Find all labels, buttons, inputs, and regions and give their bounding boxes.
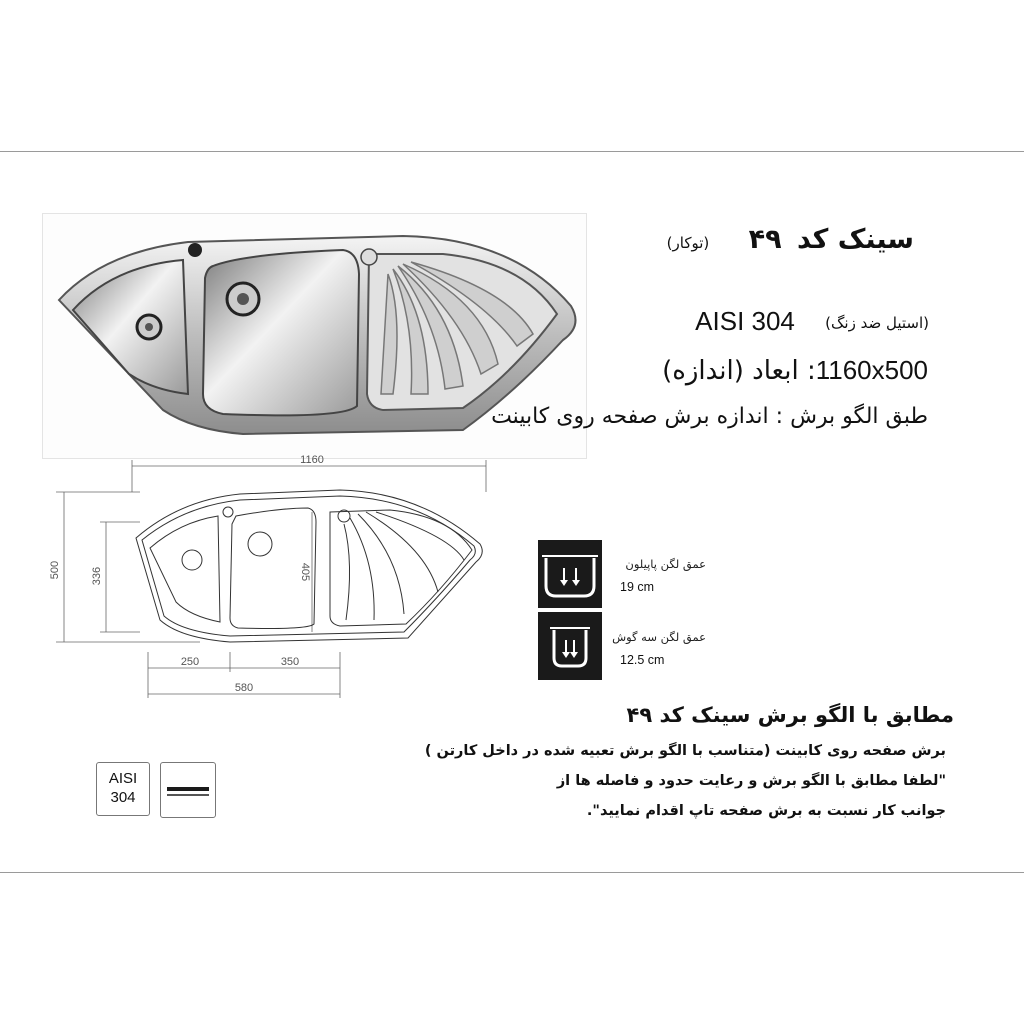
technical-drawing [40,452,510,712]
instruction-line: "لطفا مطابق با الگو برش و رعایت حدود و فاصله ها از [556,773,946,789]
template-heading: مطابق با الگو برش سینک کد ۴۹ [626,703,954,727]
cut-note: طبق الگو برش : اندازه برش صفحه روی کابینت [491,404,928,429]
dim-1160: 1160 [300,454,324,466]
material-note: (استیل ضد زنگ) [825,313,929,332]
dimensions-label: : ابعاد (اندازه) [662,356,816,386]
badge-line2: 304 [110,789,136,806]
product-title [667,224,914,255]
title-code: ۴۹ [748,224,782,255]
aisi-badge [96,762,150,816]
thickness-bar-icon [167,787,209,791]
dim-405: 405 [299,562,311,582]
dim-580: 580 [234,682,254,694]
material-line [695,306,929,337]
dim-350: 350 [280,656,300,668]
dim-336: 336 [91,566,103,586]
dimensions-line [662,355,928,386]
thickness-badge [160,762,216,818]
install-type: (توکار) [666,234,710,252]
thickness-line-icon [167,794,209,796]
depth-label-tray: عمق لگن سه گوش [612,630,706,644]
depth-value-bowl: 19 cm [620,580,655,594]
bowl-depth-icon [538,540,602,608]
instruction-line: برش صفحه روی کابینت (متناسب با الگو برش تعبیه شده در داخل کارتن ) [424,743,946,759]
depth-label-bowl: عمق لگن پاپیلون [625,557,706,571]
dim-500: 500 [49,560,61,580]
title-name: سینک کد [797,224,914,255]
instruction-line: جوانب کار نسبت به برش صفحه تاپ اقدام نمایید". [586,803,946,819]
material-grade: AISI 304 [695,306,795,336]
tray-depth-icon [538,612,602,680]
badge-line1: AISI [108,770,138,787]
dim-250: 250 [180,656,200,668]
depth-value-tray: 12.5 cm [620,653,665,667]
dimensions-size: 1160x500 [815,355,928,385]
